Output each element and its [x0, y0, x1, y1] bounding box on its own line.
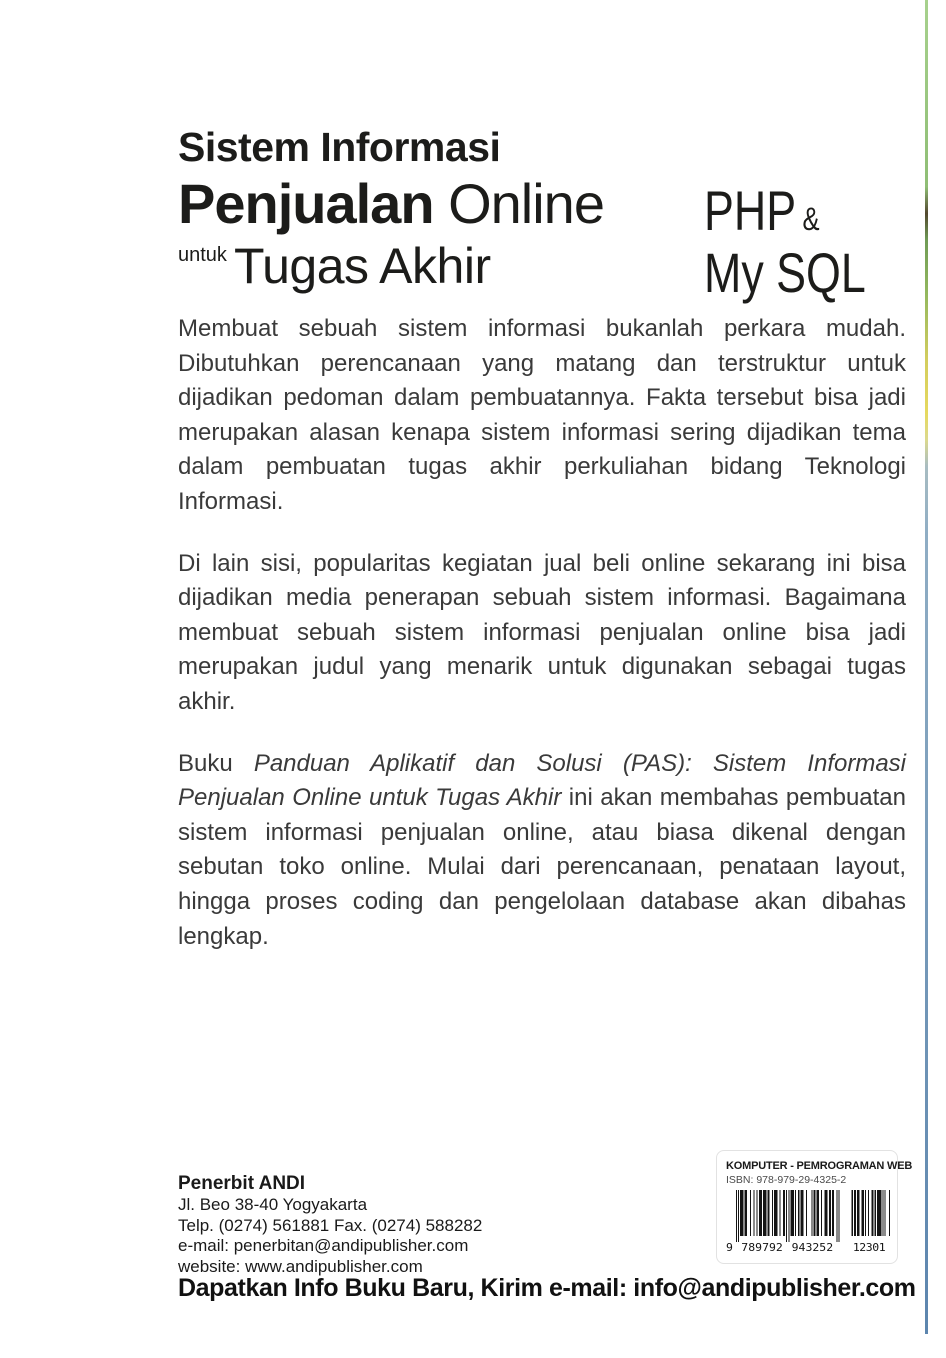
isbn-barcode — [726, 1190, 889, 1259]
page-edge-strip — [925, 0, 928, 1334]
publisher-email: e-mail: penerbitan@andipublisher.com — [178, 1236, 469, 1255]
publisher-phone: Telp. (0274) 561881 Fax. (0274) 588282 — [178, 1215, 483, 1235]
barcode-label-box — [716, 1150, 913, 1264]
publisher-name: Penerbit ANDI — [178, 1173, 306, 1194]
publisher-website: website: www.andipublisher.com — [178, 1256, 423, 1276]
promo-line: Dapatkan Info Buku Baru, Kirim e-mail: info@andipublisher.com — [178, 1274, 916, 1302]
ampersand: & — [802, 201, 820, 237]
book-series-title: Panduan Aplikatif dan Solusi (PAS): Sistem Informasi Penjualan Online untuk Tugas Akhir — [178, 749, 907, 812]
svg-text:789792: 789792 — [741, 1241, 783, 1254]
title-line-2 — [178, 172, 604, 236]
title-line-3 — [178, 238, 604, 295]
title-penjualan: Penjualan — [178, 172, 434, 236]
mysql-label: My SQL — [704, 241, 866, 304]
book-title-block — [178, 124, 604, 295]
svg-text:1 2 3 0 1: 1 2 3 0 1 — [852, 1241, 886, 1254]
title-line-1: Sistem Informasi — [178, 124, 501, 170]
synopsis-paragraph-2: Di lain sisi, popularitas kegiatan jual beli online sekarang ini bisa dijadikan media penerapan sebuah sistem informasi. Bagaimana membuat sebuah sistem informasi penjualan online bisa jadi merupakan judul yang menarik untuk digunakan sebagai tugas akhir. — [178, 549, 906, 715]
publisher-block — [178, 1172, 482, 1277]
isbn-number: ISBN: 978-979-29-4325-2 — [726, 1174, 847, 1186]
barcode-category: KOMPUTER - PEMROGRAMAN WEB — [726, 1160, 913, 1172]
svg-text:943252: 943252 — [791, 1241, 834, 1254]
svg-text:9: 9 — [726, 1241, 733, 1254]
php-label: PHP & — [704, 179, 820, 242]
tech-stack-label — [704, 179, 866, 304]
synopsis-paragraph-1: Membuat sebuah sistem informasi bukanlah perkara mudah. Dibutuhkan perencanaan yang matang dan terstruktur untuk dijadikan pedoman dalam pembuatannya. Fakta tersebut bisa jadi merupakan alasan kenapa sistem informasi sering dijadikan tema dalam pembuatan tugas akhir perkuliahan bidang Teknologi Informasi. — [178, 315, 906, 515]
title-tugas-akhir: Tugas Akhir — [233, 238, 491, 295]
title-untuk: untuk — [178, 244, 227, 267]
title-online: Online — [433, 172, 604, 236]
para3-prefix: Buku — [178, 749, 254, 777]
para3-rest: ini akan membahas pembuatan sistem informasi penjualan online, atau biasa dikenal dengan sebutan toko online. Mulai dari perencanaan, penataan layout, hingga proses coding dan pengelolaan database akan dibahas lengkap. — [178, 784, 906, 950]
synopsis-paragraph-3 — [178, 747, 906, 955]
synopsis — [178, 312, 906, 981]
publisher-address: Jl. Beo 38-40 Yogyakarta — [178, 1195, 368, 1214]
